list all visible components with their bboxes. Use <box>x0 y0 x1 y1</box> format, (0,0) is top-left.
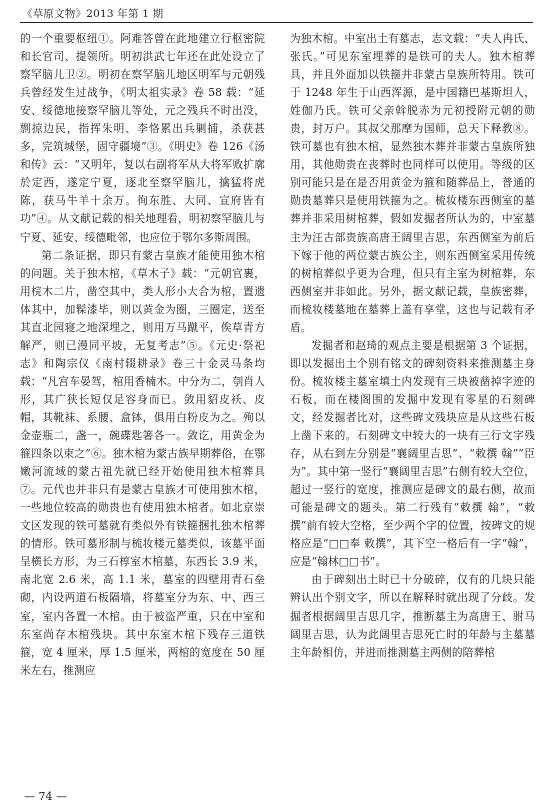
left-paragraph-1: 的一个重要枢纽①。阿难答曾在此地建立行枢密院和长官司、提领所。明初洪武七年还在此处设立了察罕脑儿卫②。明初在察罕脑儿地区明军与元朝残兵曾经发生过战争，《明太祖实录》卷 58 载：“延安、绥德地接察罕脑儿等处，元之残兵不时出没，剽掠边民，指挥朱明、李恪累出兵剿捕，杀获甚多，完筑城堡，固守疆境”③。《明史》卷 126《汤和传》云：“又明年，复以右副将军从大将军败扩廓於定西，遂定宁夏，逐北至察罕脑儿，擒猛将虎陈，获马牛羊十余万。徇东胜、大同、宣府皆有功”④。从文献记载的相关地理看，明初察罕脑儿与宁夏、延安、绥德毗邻，也应位于鄂尔多斯周围。 <box>20 32 265 244</box>
left-paragraph-2: 第二条证据，即只有蒙古皇族才能使用独木棺的问题。关于独木棺，《草木子》载：“元朝官裹，用梡木二片，凿空其中，类人形小大合为棺，置遗体其中，加髹漆毕，则以黄金为圈，三圈定，送至其直北园寝之地深埋之，则用万马蹴平，俟草青方解严，则已漫同平坡，无复考志”⑤。《元史·祭祀志》和陶宗仪《南村辍耕录》卷三十金灵马条均载：“凡宫车晏驾，棺用香楠木。中分为二，刳肖人形，其广狭长短仅足容身而已。敛用貂皮袄、皮帽，其靴袜、系腰、盒钵，俱用白粉皮为之。殉以金壶瓶二，盏一，碗碟匙箸各一。敛讫，用黄金为箍四条以束之”⑥。独木棺为蒙古族早期葬俗，在鄂嫩河流域的蒙古祖先就已经开始使用独木棺葬具⑦。元代也并非只有是蒙古皇族才可使用独木棺，一些地位较高的勋贵也有使用独木棺者。如北京崇文区发现的铁可墓就有类似外有铁箍捆扎独木棺葬的情形。铁可墓形制与梳妆楼元墓类似，该墓平面呈横长方形，为三石椁室木棺墓，东西长 3.9 米，南北宽 2.6 米，高 1.1 米，墓室的四壁用青石垒砌，内设两道石板隔墙，将墓室分为东、中、西三室，室内各置一木棺。由于被盗严重，只在中室和东室尚存木棺残块。其中东室木棺下残存三道铁箍，宽 4 厘米，厚 1.5 厘米，两棺的宽度在 50 厘米左右，推测应 <box>20 248 265 677</box>
right-paragraph-2: 发掘者和赵琦的观点主要是根据第 3 个证据，即以发掘出土个别有铭文的碑刻资料来推测墓主身份。梳妆楼主墓室填土内发现有三块被凿掉字迹的石板，而在楼阁围的发掘中发现有零星的石刻碑文，经发掘者比对，这些碑文残块应是从这些石板上凿下来的。石刻碑文中较大的一块有三行文字残存，从右到左分别是“襄阔里吉思”、“敕撰 翰”“臣为”。其中第一竖行“襄阔里吉思”右侧有较大空位，超过一竖行的宽度，推测应是碑文的最右侧，故而可能是碑文的题头。第二行残有“敕撰 翰”，“敕撰”前有较大空格，至少两个字的位置，按碑文的规格应是“□□奉 敕撰”，其下空一格后有一字“翰”，应是“翰林□□书”。 <box>290 338 535 569</box>
right-paragraph-1: 为独木棺。中室出土有墓志，志文载：“夫人冉氏、张氏。”可见东室埋葬的是铁可的夫人。独木棺葬具，并且外面加以铁箍并非蒙古皇族所特用。铁可于 1248 年生于山西浑源，是中国籍巴基斯坦人，姓伽乃氏。铁可父亲斡脱赤为元初授附元朝的勋贵，封万户。其叔父那摩为国师，总天下释教⑧。铁可墓也有独木棺，显然独木葬并非蒙古皇族所独用，其他勋贵在丧葬时也同样可以使用。等级的区别可能只是在是否用黄金为箍和随葬品上，普通的勋贵墓葬只是使用铁箍为之。梳妆楼东西侧室的墓葬并非采用树棺葬，假如发掘者所认为的，中室墓主为汪古部贵族高唐王阔里吉思，东西侧室为前后下嫁于他的两位蒙古族公主，则东西侧室采用传统的树棺葬似乎更为合理，但只有主室为树棺葬，东西侧室并非如此。另外，据文献记载，皇族密葬，而梳妆楼墓地在墓葬上盖有享堂，这也与记载有矛盾。 <box>290 32 535 334</box>
right-column <box>290 30 535 662</box>
page-number: — 74 — <box>24 790 67 803</box>
running-head: 《草原文物》2013 年第 1 期 <box>22 8 164 20</box>
header-rule <box>20 22 533 23</box>
left-column <box>20 30 265 680</box>
right-paragraph-3: 由于碑刻出土时已十分破碎，仅有的几块只能辨认出个别文字，所以在解释时就出现了分歧。发掘者根据阔里吉思几字，推断墓主为高唐王、驸马阔里吉思，认为此阔里吉思死亡时的年龄与主墓墓主年龄相仿，并进而推测墓主两侧的陪葬棺 <box>290 573 535 659</box>
